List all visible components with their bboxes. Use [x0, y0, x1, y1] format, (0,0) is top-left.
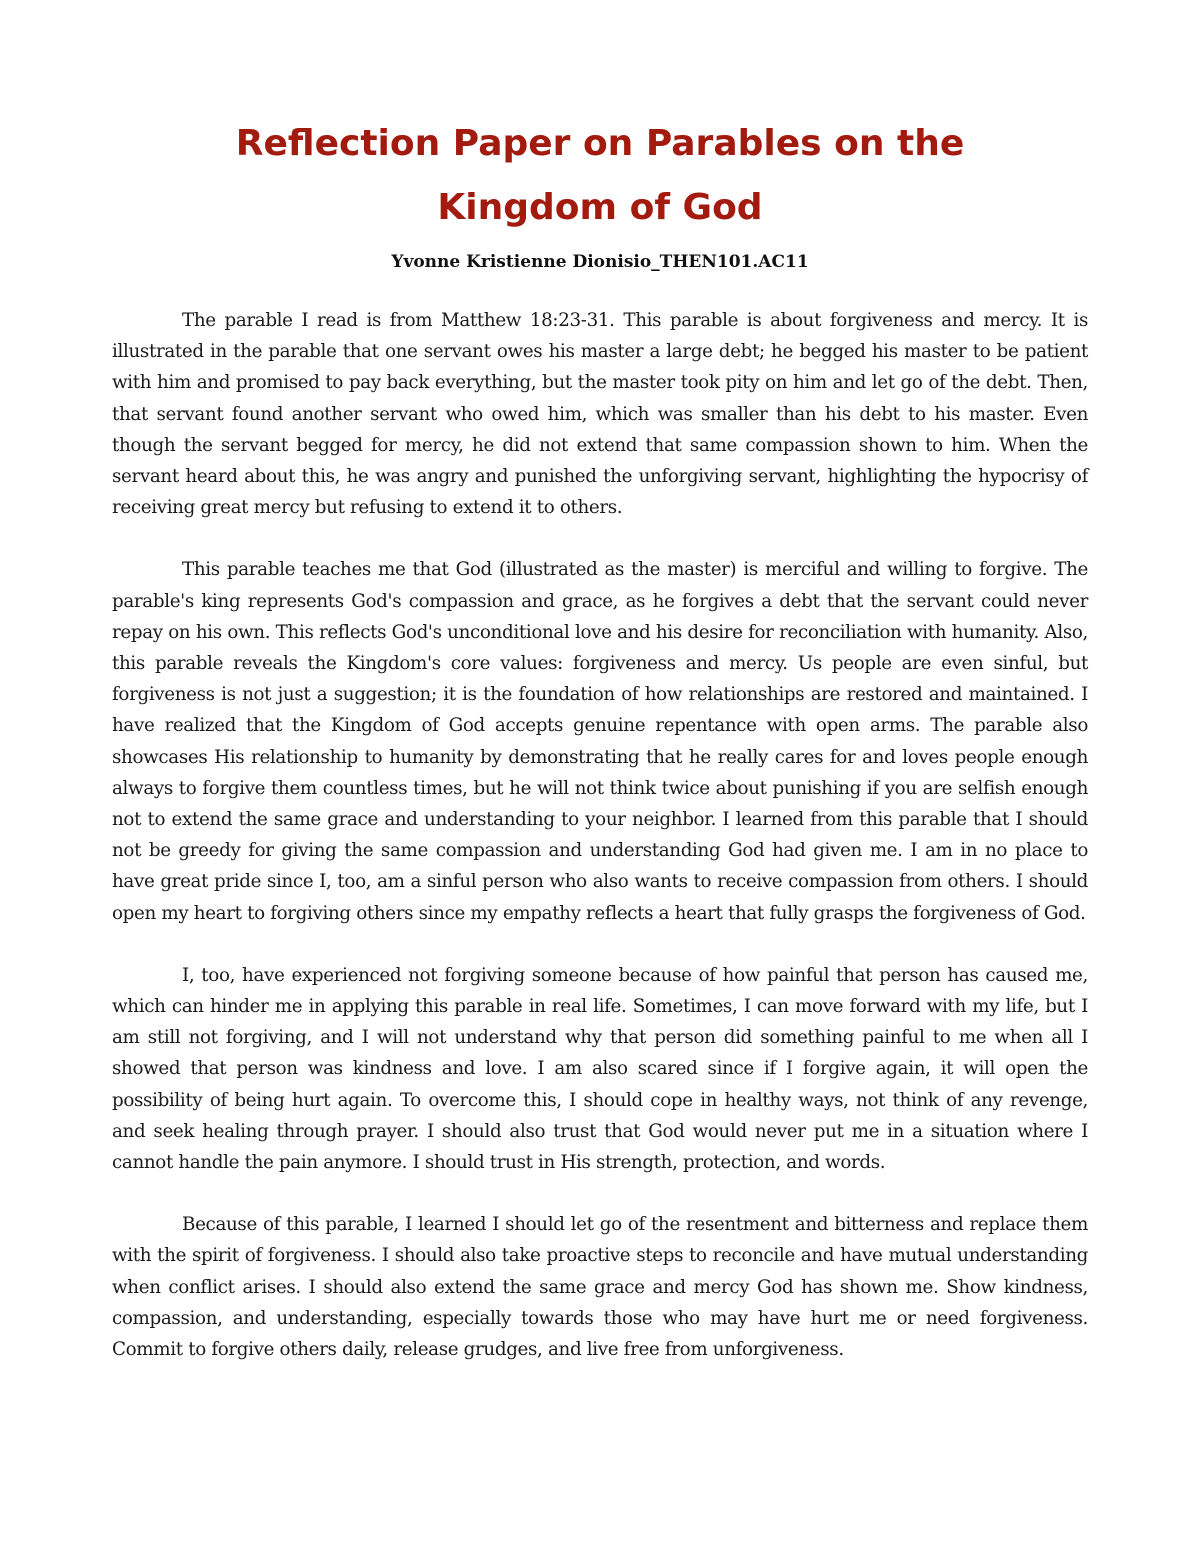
document-body	[112, 305, 1088, 1396]
title-line-2: Kingdom of God	[437, 187, 763, 228]
paragraph-4: Because of this parable, I learned I should let go of the resentment and bitterness and replace them with the spirit of forgiveness. I should also take proactive steps to reconcile and have mutual understanding when conflict arises. I should also extend the same grace and mercy God has shown me. Show kindness, compassion, and understanding, especially towards those who may have hurt me or need forgiveness. Commit to forgive others daily, release grudges, and live free from unforgiveness.	[112, 1214, 1088, 1361]
paragraph-3: I, too, have experienced not forgiving someone because of how painful that person has caused me, which can hinder me in applying this parable in real life. Sometimes, I can move forward with my life, but I am still not forgiving, and I will not understand why that person did something painful to me when all I showed that person was kindness and love. I am also scared since if I forgive again, it will open the possibility of being hurt again. To overcome this, I should cope in healthy ways, not think of any revenge, and seek healing through prayer. I should also trust that God would never put me in a situation where I cannot handle the pain anymore. I should trust in His strength, protection, and words.	[112, 964, 1088, 1174]
page-title	[100, 112, 1100, 240]
paragraph-2: This parable teaches me that God (illustrated as the master) is merciful and willing to forgive. The parable's king represents God's compassion and grace, as he forgives a debt that the servant could never repay on his own. This reflects God's unconditional love and his desire for reconciliation with humanity. Also, this parable reveals the Kingdom's core values: forgiveness and mercy. Us people are even sinful, but forgiveness is not just a suggestion; it is the foundation of how relationships are restored and maintained. I have realized that the Kingdom of God accepts genuine repentance with open arms. The parable also showcases His relationship to humanity by demonstrating that he really cares for and loves people enough always to forgive them countless times, but he will not think twice about punishing if you are selfish enough not to extend the same grace and understanding to your neighbor. I learned from this parable that I should not be greedy for giving the same compassion and understanding God had given me. I am in no place to have great pride since I, too, am a sinful person who also wants to receive compassion from others. I should open my heart to forgiving others since my empathy reflects a heart that fully grasps the forgiveness of God.	[112, 559, 1088, 924]
title-line-1: Reflection Paper on Parables on the	[235, 123, 965, 164]
author-line: Yvonne Kristienne Dionisio_THEN101.AC11	[391, 252, 809, 272]
paragraph-1: The parable I read is from Matthew 18:23-31. This parable is about forgiveness and mercy. It is illustrated in the parable that one servant owes his master a large debt; he begged his master to be patient with him and promised to pay back everything, but the master took pity on him and let go of the debt. Then, that servant found another servant who owed him, which was smaller than his debt to his master. Even though the servant begged for mercy, he did not extend that same compassion shown to him. When the servant heard about this, he was angry and punished the unforgiving servant, highlighting the hypocrisy of receiving great mercy but refusing to extend it to others.	[112, 310, 1088, 519]
